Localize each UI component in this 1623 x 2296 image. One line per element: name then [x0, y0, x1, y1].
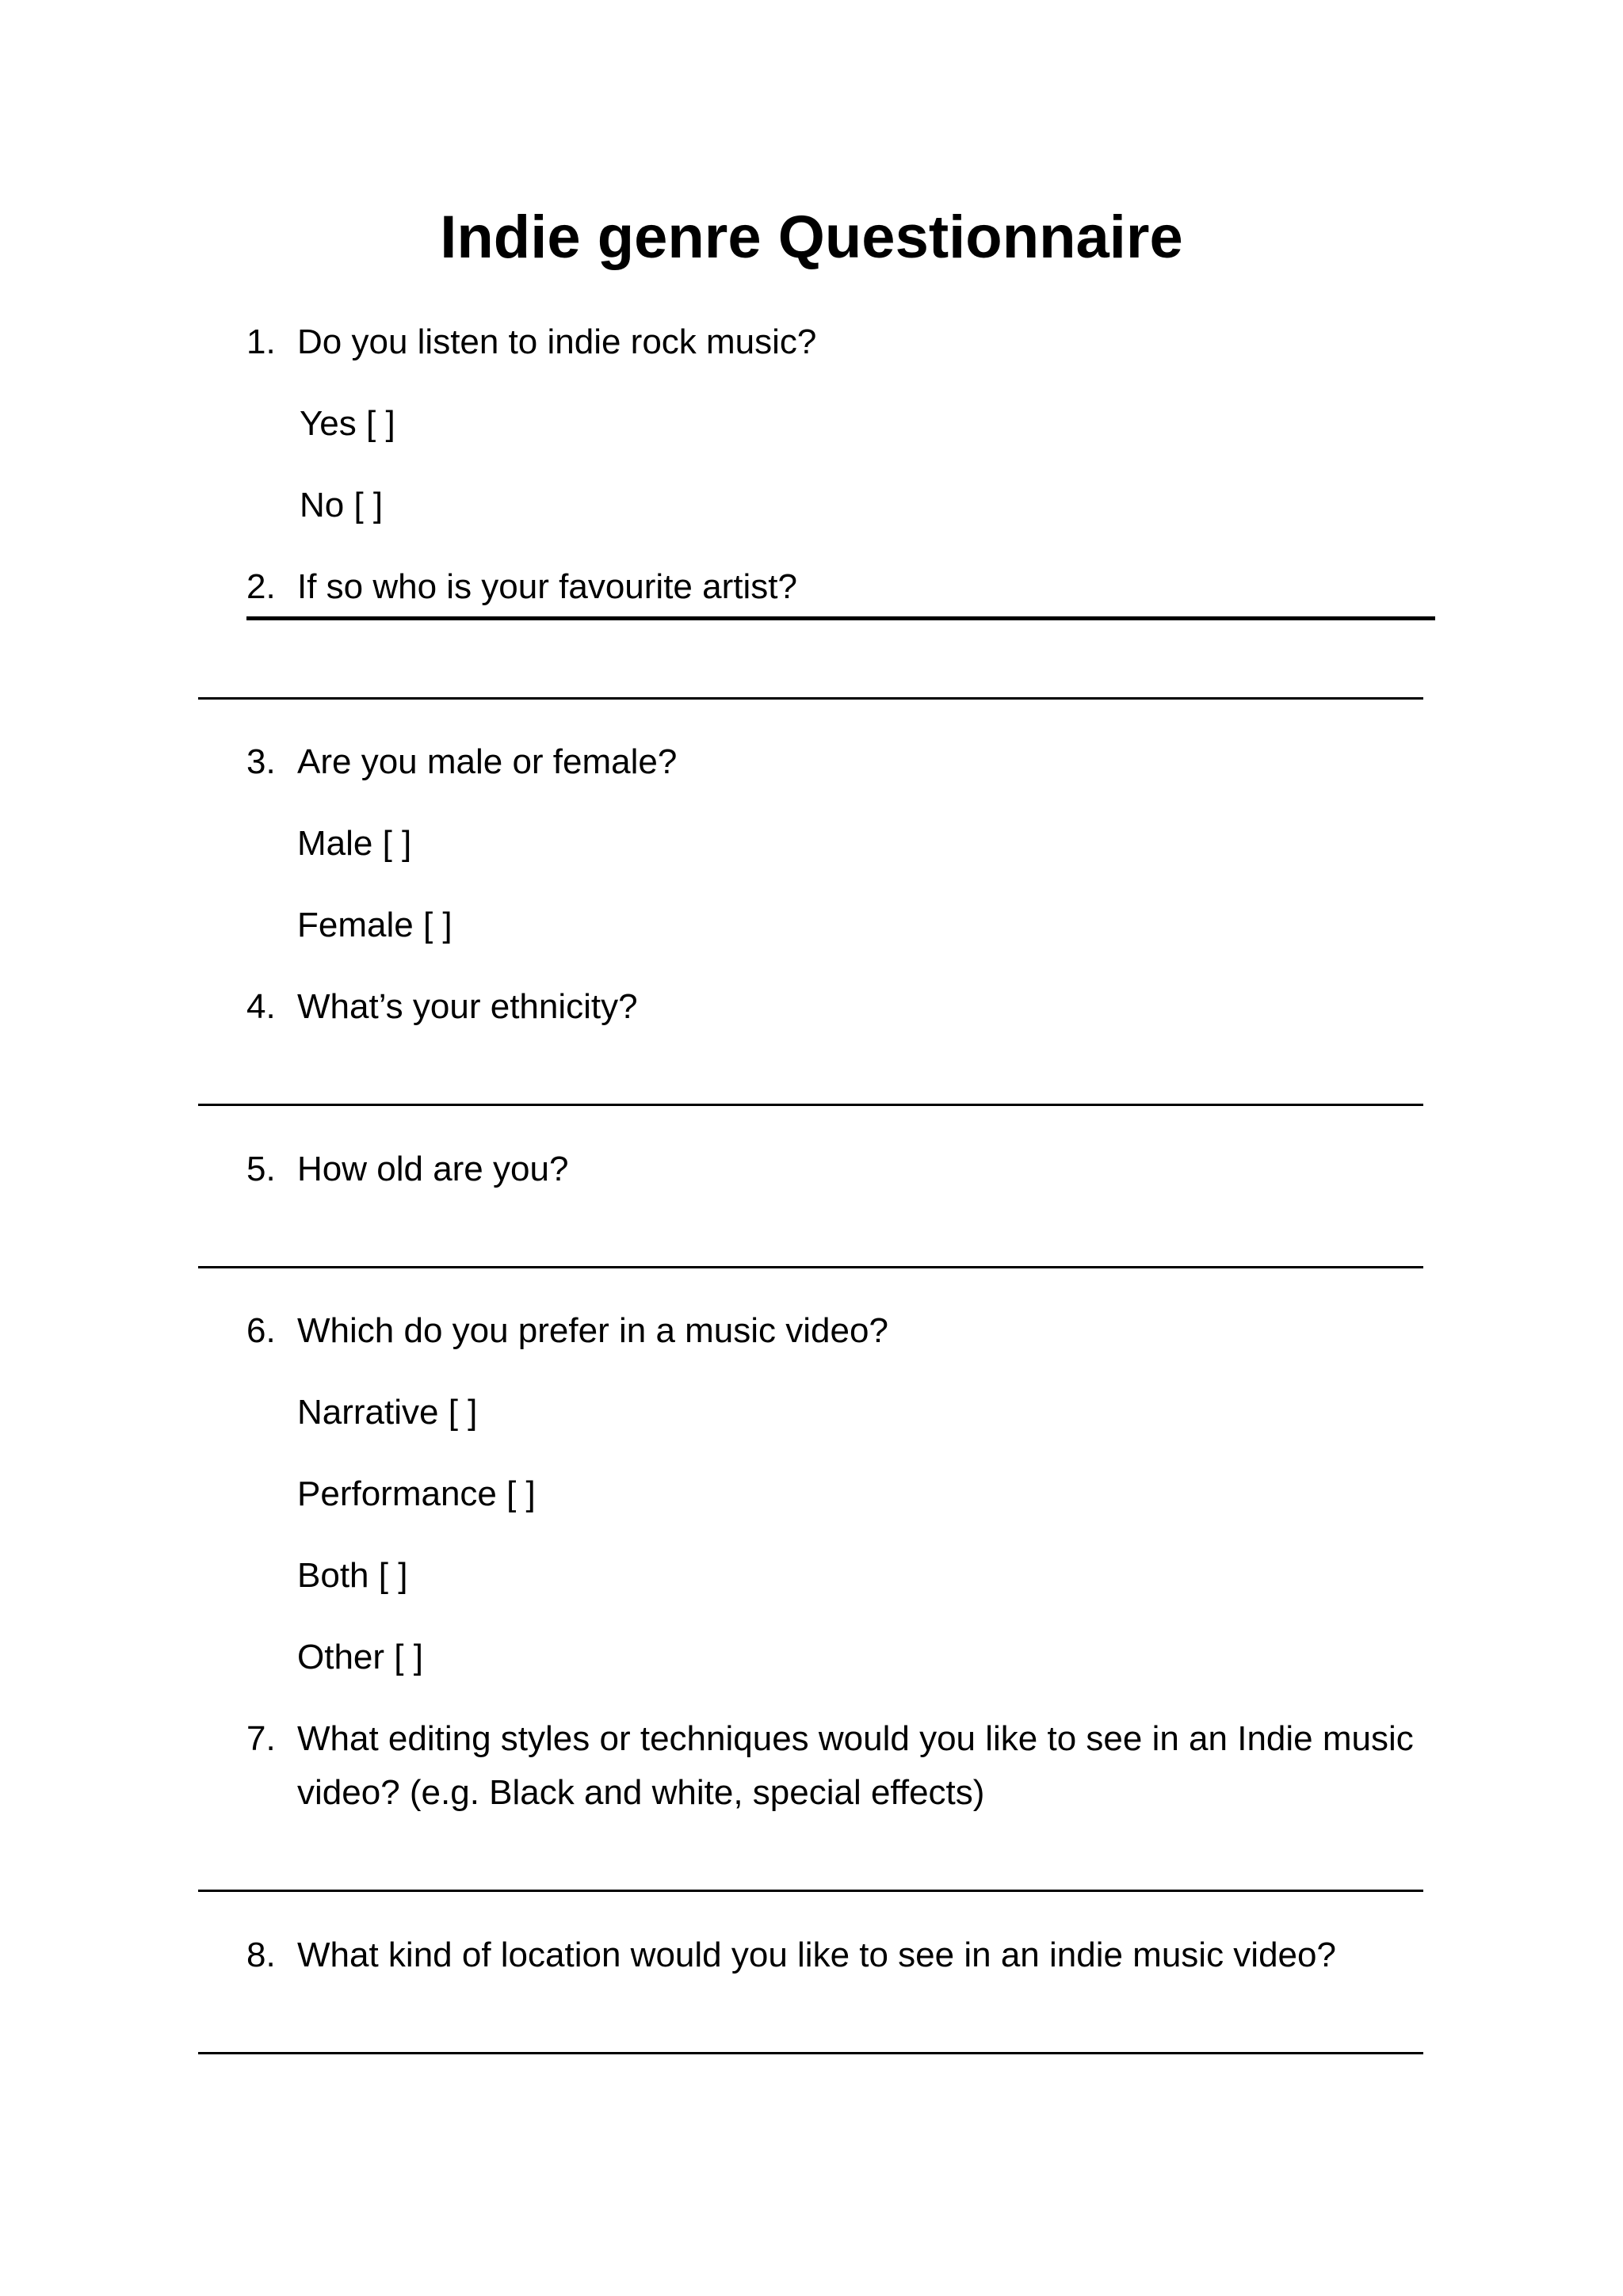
question-number: 5.	[246, 1150, 276, 1188]
question-number: 6.	[246, 1311, 276, 1350]
answer-line[interactable]	[198, 1890, 1423, 1892]
option-performance[interactable]: Performance [ ]	[297, 1474, 536, 1513]
question-number: 4.	[246, 987, 276, 1026]
question-text: What kind of location would you like to see in an indie music video?	[297, 1936, 1336, 1974]
question-number: 2.	[246, 567, 276, 606]
question-text: How old are you?	[297, 1150, 569, 1188]
question-text-line-2: video? (e.g. Black and white, special effects)	[297, 1773, 985, 1812]
answer-line[interactable]	[198, 2052, 1423, 2054]
answer-line[interactable]	[198, 697, 1423, 700]
answer-line[interactable]	[198, 1266, 1423, 1268]
option-narrative[interactable]: Narrative [ ]	[297, 1393, 478, 1432]
question-text-line-1: What editing styles or techniques would you like to see in an Indie music	[297, 1719, 1414, 1758]
question-number: 8.	[246, 1936, 276, 1974]
option-other[interactable]: Other [ ]	[297, 1638, 423, 1676]
question-text: Are you male or female?	[297, 742, 678, 781]
option-female[interactable]: Female [ ]	[297, 906, 453, 944]
question-text: Which do you prefer in a music video?	[297, 1311, 888, 1350]
answer-line[interactable]	[198, 1104, 1423, 1106]
option-both[interactable]: Both [ ]	[297, 1556, 408, 1595]
question-text: If so who is your favourite artist?	[297, 567, 797, 606]
question-number: 1.	[246, 322, 276, 361]
answer-underline	[246, 616, 1435, 620]
option-male[interactable]: Male [ ]	[297, 824, 412, 863]
question-text: What’s your ethnicity?	[297, 987, 638, 1026]
question-text: Do you listen to indie rock music?	[297, 322, 817, 361]
page-title: Indie genre Questionnaire	[440, 204, 1183, 271]
option-yes[interactable]: Yes [ ]	[300, 404, 395, 443]
option-no[interactable]: No [ ]	[300, 486, 384, 524]
question-number: 3.	[246, 742, 276, 781]
question-number: 7.	[246, 1719, 276, 1758]
